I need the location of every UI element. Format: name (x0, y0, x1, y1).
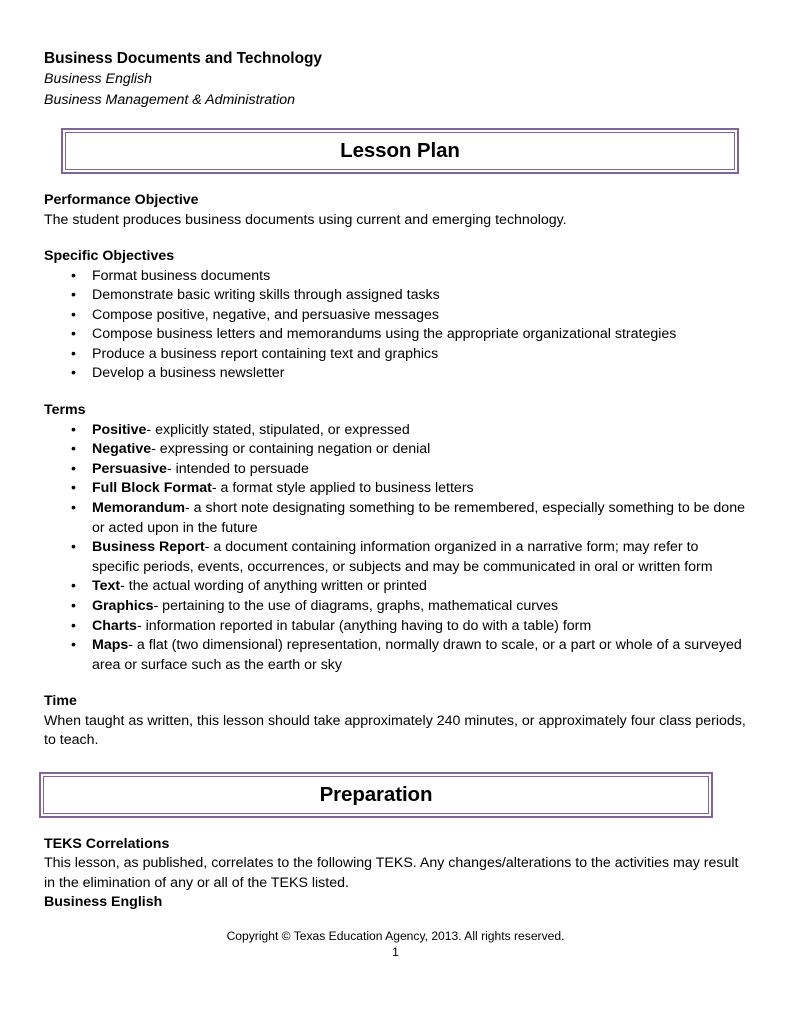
list-item (44, 286, 747, 306)
time-heading: Time (44, 693, 77, 710)
teks-correlations-heading: TEKS Correlations (44, 835, 170, 852)
term-definition: - a format style applied to business letters (211, 480, 474, 497)
objective-text: Demonstrate basic writing skills through assigned tasks (92, 287, 440, 304)
list-item (44, 636, 747, 675)
preparation-banner (39, 772, 713, 818)
term-definition: - the actual wording of anything written or printed (120, 578, 427, 595)
objective-text: Compose positive, negative, and persuasive messages (92, 306, 439, 323)
preparation-banner-inner (43, 776, 709, 814)
teks-subheading: Business English (44, 894, 163, 911)
term-definition: - intended to persuade (166, 460, 309, 477)
term-name: Maps (92, 637, 129, 654)
objective-text: Format business documents (92, 267, 271, 284)
list-item (44, 345, 747, 365)
preparation-banner-label: Preparation (319, 782, 433, 806)
time-text: When taught as written, this lesson should take approximately 240 minutes, or approximately four class periods, to teach. (44, 712, 746, 749)
list-item (44, 499, 747, 538)
performance-objective-heading: Performance Objective (44, 192, 199, 208)
term-definition: - a short note designating something to be remembered, especially something to be done or acted upon in the future (92, 499, 745, 536)
list-item (44, 460, 747, 480)
term-definition: - a flat (two dimensional) representation, normally drawn to scale, or a part or whole of a surveyed area or surface such as the earth or sky (92, 637, 742, 673)
course-subtitle: Business English (44, 71, 153, 87)
terms-heading: Terms (44, 402, 86, 419)
page-footer (0, 928, 791, 960)
list-item (44, 364, 747, 384)
term-name: Text (92, 578, 121, 595)
term-name: Full Block Format (92, 480, 212, 497)
objective-text: Compose business letters and memorandums using the appropriate organizational strategies (92, 326, 677, 343)
term-definition: - expressing or containing negation or denial (151, 441, 431, 458)
term-name: Charts (92, 617, 137, 634)
performance-objective-section (44, 191, 747, 230)
lesson-plan-banner-label: Lesson Plan (340, 139, 460, 162)
term-definition: - explicitly stated, stipulated, or expressed (146, 421, 410, 438)
list-item (44, 577, 747, 597)
list-item (44, 421, 747, 441)
objective-text: Develop a business newsletter (92, 365, 285, 382)
performance-objective-text: The student produces business documents using current and emerging technology. (44, 211, 567, 228)
list-item (44, 306, 747, 326)
terms-section (44, 401, 747, 675)
term-name: Graphics (92, 597, 154, 614)
teks-correlations-section (44, 835, 747, 913)
list-item (44, 617, 747, 637)
list-item (44, 267, 747, 287)
specific-objectives-section (44, 247, 747, 384)
specific-objectives-list (44, 267, 747, 385)
list-item (44, 325, 747, 345)
list-item (44, 597, 747, 617)
copyright-notice: Copyright © Texas Education Agency, 2013. All rights reserved. (226, 929, 565, 943)
list-item (44, 538, 747, 577)
teks-correlations-text: This lesson, as published, correlates to the following TEKS. Any changes/alterations to the activities may result in the elimination of any or all of the TEKS listed. (44, 855, 739, 891)
term-name: Persuasive (92, 460, 167, 477)
terms-list (44, 421, 747, 676)
cluster-subtitle: Business Management & Administration (44, 92, 296, 108)
term-name: Positive (92, 421, 147, 438)
term-definition: - information reported in tabular (anything having to do with a table) form (136, 617, 592, 634)
lesson-plan-banner (61, 128, 739, 174)
page-number: 1 (392, 945, 399, 959)
lesson-plan-banner-inner (65, 132, 735, 170)
term-definition: - pertaining to the use of diagrams, graphs, mathematical curves (153, 597, 559, 614)
term-name: Memorandum (92, 499, 186, 516)
list-item (44, 440, 747, 460)
objective-text: Produce a business report containing text and graphics (92, 345, 439, 362)
term-name: Negative (92, 441, 152, 458)
term-definition: - a document containing information organized in a narrative form; may refer to specific periods, events, occurrences, or subjects and may be communicated in oral or written form (92, 539, 713, 575)
page-title: Business Documents and Technology (44, 50, 322, 67)
list-item (44, 479, 747, 499)
term-name: Business Report (92, 539, 205, 556)
specific-objectives-heading: Specific Objectives (44, 248, 175, 264)
time-section (44, 692, 747, 751)
document-header (44, 48, 747, 111)
